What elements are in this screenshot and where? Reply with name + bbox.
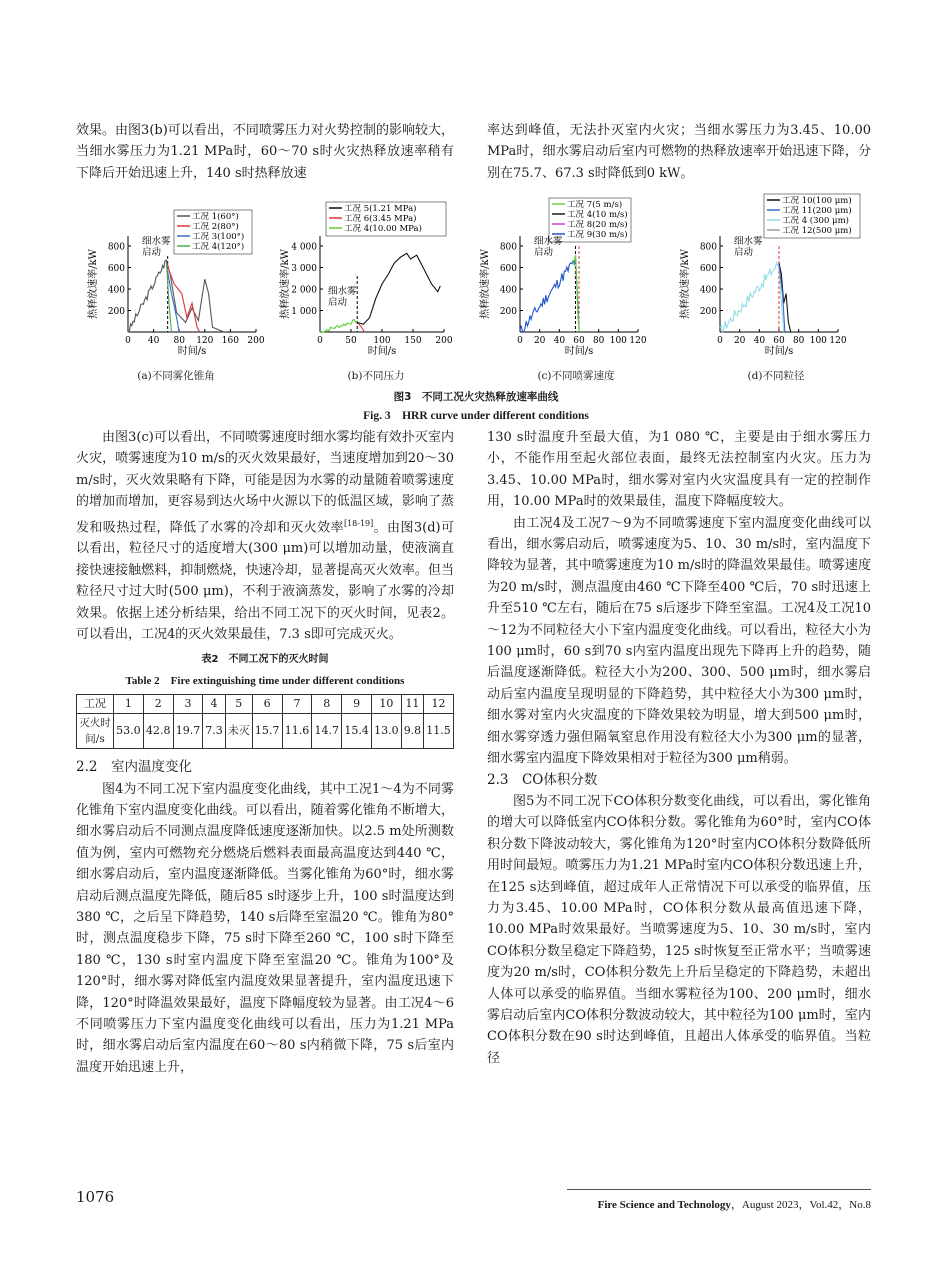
- y-tick-label: 600: [107, 264, 125, 274]
- legend-entry: 工况 6(3.45 MPa): [344, 214, 417, 224]
- panel-caption: (a)不同雾化锥角: [137, 370, 215, 382]
- x-tick-label: 120: [829, 336, 847, 346]
- x-axis-label: 时间/s: [367, 346, 397, 357]
- top-right-text: 率达到峰值，无法扑灭室内火灾；当细水雾压力为3.45、10.00 MPa时，细水雾启动后室内可燃物的热释放速率开始迅速下降，分别在75.7、67.3 s时降低到0 kW。: [487, 123, 871, 181]
- table-header-label: 工况: [77, 695, 114, 714]
- table-header-cell: 6: [252, 695, 282, 714]
- x-tick-label: 100: [373, 336, 391, 346]
- y-tick-label: 800: [699, 242, 717, 253]
- table-header-cell: 9: [342, 695, 372, 714]
- legend-entry: 工况 8(20 m/s): [567, 220, 628, 230]
- top-left-paragraph: [76, 120, 454, 184]
- section-heading-2-3: 2.3 CO体积分数: [487, 771, 598, 788]
- y-tick-label: 400: [107, 285, 125, 296]
- x-tick-label: 60: [773, 336, 785, 346]
- chart-b: [276, 196, 476, 386]
- citation: [18-19]: [343, 518, 374, 528]
- table-header-cell: 4: [203, 695, 225, 714]
- x-tick-label: 200: [247, 336, 265, 346]
- y-tick-label: 4 000: [291, 242, 317, 253]
- footer-rule: [567, 1189, 871, 1190]
- x-tick-label: 80: [792, 336, 805, 346]
- series-line: [357, 253, 440, 324]
- x-axis-label: 时间/s: [177, 346, 207, 357]
- table-cell: 11.5: [424, 714, 454, 749]
- x-axis-label: 时间/s: [764, 346, 794, 357]
- series-line: [520, 256, 579, 332]
- legend-entry: 工况 11(200 μm): [782, 206, 852, 216]
- table-2: [76, 694, 454, 749]
- table-cell: 14.7: [312, 714, 342, 749]
- y-axis-label: 热释放速率/kW: [480, 249, 491, 319]
- annotation-text: 细水雾: [534, 236, 563, 247]
- legend-entry: 工况 10(100 μm): [782, 196, 852, 206]
- table-header-cell: 8: [312, 695, 342, 714]
- y-tick-label: 400: [499, 285, 517, 296]
- chart-svg: [676, 196, 876, 368]
- legend-entry: 工况 7(5 m/s): [567, 200, 623, 210]
- legend-entry: 工况 3(100°): [192, 232, 245, 242]
- table-header-cell: 7: [282, 695, 312, 714]
- top-left-text: 效果。由图3(b)可以看出，不同喷雾压力对火势控制的影响较大，当细水雾压力为1.21 MPa时，60～70 s时火灾热释放速率稍有下降后开始迅速上升，140 s时热释放速: [76, 123, 454, 181]
- table-header-cell: 5: [225, 695, 252, 714]
- annotation-text: 启动: [534, 247, 554, 258]
- table-cell: 11.6: [282, 714, 312, 749]
- chart-svg: [276, 196, 476, 368]
- right-column: [487, 427, 871, 1069]
- table-header-cell: 12: [424, 695, 454, 714]
- y-axis-label: 热释放速率/kW: [88, 249, 99, 319]
- annotation-text: 启动: [142, 247, 162, 258]
- y-tick-label: 200: [499, 307, 517, 317]
- para-text: 。由图3(d)可以看出，粒径尺寸的适度增大(300 μm)可以增加动量，使液滴直接快速接触燃料，抑制燃烧，快速冷却，显著提高灭火效率。但当粒径尺寸过大时(500 μm)，不利于液滴蒸发，影响了水雾的冷却效果。依据上述分析结果，给出不同工况下的灭火时间，见表2。可以看出，工况4的灭火效果最佳，7.3 s即可完成灭火。: [76, 519, 454, 642]
- para-text: 由图3(c)可以看出，不同喷雾速度时细水雾均能有效扑灭室内火灾，喷雾速度为10 m/s的灭火效果最好，当速度增加到20～30 m/s时，灭火效果略有下降，可能是因为水雾的动量随着喷雾速度的增加而增加，更容易到达火场中火源以下的低温区域，影响了蒸发和吸热过程，降低了水雾的冷却和灭火效率: [76, 430, 454, 535]
- x-tick-label: 80: [173, 336, 185, 346]
- x-tick-label: 160: [221, 336, 239, 346]
- table-cell: 7.3: [203, 714, 225, 749]
- y-tick-label: 200: [699, 307, 717, 317]
- x-axis-label: 时间/s: [564, 346, 594, 357]
- x-tick-label: 0: [517, 336, 523, 346]
- legend-entry: 工况 4(120°): [192, 242, 245, 252]
- table-header-cell: 1: [114, 695, 144, 714]
- journal-name: Fire Science and Technology: [597, 1199, 731, 1211]
- legend-entry: 工况 4(10.00 MPa): [344, 224, 422, 234]
- table-row: [77, 714, 454, 749]
- table-cell: 53.0: [114, 714, 144, 749]
- x-tick-label: 40: [147, 336, 160, 346]
- x-tick-label: 100: [809, 336, 827, 346]
- x-tick-label: 60: [573, 336, 585, 346]
- table-cell: 15.7: [252, 714, 282, 749]
- legend-entry: 工况 1(60°): [192, 212, 239, 222]
- legend-entry: 工况 5(1.21 MPa): [344, 204, 417, 214]
- section-heading-2-2: 2.2 室内温度变化: [76, 759, 192, 776]
- annotation-text: 启动: [328, 297, 348, 308]
- left-column: [76, 427, 454, 1078]
- panel-caption: (b)不同压力: [347, 370, 405, 382]
- legend-entry: 工况 12(500 μm): [782, 226, 852, 236]
- x-tick-label: 120: [196, 336, 214, 346]
- table-caption-cn: 表2 不同工况下的灭火时间: [201, 654, 329, 666]
- figure-caption-en: Fig. 3 HRR curve under different conditions: [363, 410, 589, 422]
- series-group: [720, 246, 791, 332]
- annotation-text: 细水雾: [328, 286, 357, 297]
- x-tick-label: 50: [345, 336, 357, 346]
- x-tick-label: 20: [733, 336, 746, 346]
- x-tick-label: 200: [435, 336, 453, 346]
- panel-caption: (c)不同喷雾速度: [537, 370, 615, 382]
- series-group: [128, 256, 224, 332]
- table-header-cell: 2: [143, 695, 173, 714]
- chart-a: [76, 196, 276, 386]
- y-axis-label: 热释放速率/kW: [280, 249, 291, 319]
- table-cell: 15.4: [342, 714, 372, 749]
- x-tick-label: 120: [629, 336, 647, 346]
- annotation-text: 细水雾: [142, 236, 171, 247]
- paragraph: 由工况4及工况7～9为不同喷雾速度下室内温度变化曲线可以看出，细水雾启动后，喷雾速度为5、10、30 m/s时，室内温度下降较为显著，其中喷雾速度为10 m/s时的降温效果最佳。喷雾速度为20 m/s时，测点温度由460 ℃下降至400 ℃后，70 s时迅速上升至510 ℃左右，随后在75 s后逐步下降至室温。工况4及工况10～12为不同粒径大小下室内温度变化曲线。可以看出，粒径大小为100 μm时，60 s到70 s内室内温度出现先下降再上升的趋势，随后温度逐渐降低。粒径大小为200、300、500 μm时，细水雾启动后室内温度呈现明显的下降趋势，其中粒径大小为300 μm时，细水雾对室内火灾温度的下降效果较为明显，增大到500 μm时，细水雾穿透力强但隔氧窒息作用没有粒径大小为300 μm的显著，细水雾室内温度下降效果相对于粒径为300 μm稍弱。: [487, 515, 871, 767]
- series-line: [320, 320, 357, 332]
- legend-entry: 工况 9(30 m/s): [567, 230, 628, 240]
- chart-d: [676, 196, 876, 386]
- annotation-text: 启动: [734, 247, 754, 258]
- table-cell: 42.8: [143, 714, 173, 749]
- table-row-label: 灭火时间/s: [77, 714, 114, 749]
- y-tick-label: 600: [699, 264, 717, 274]
- y-tick-label: 800: [107, 242, 125, 253]
- legend-entry: 工况 2(80°): [192, 222, 239, 232]
- y-tick-label: 1 000: [291, 307, 317, 317]
- paragraph: [76, 427, 454, 645]
- chart-c: [476, 196, 676, 386]
- table-cell: 未灭: [225, 714, 252, 749]
- x-tick-label: 100: [609, 336, 627, 346]
- y-tick-label: 2 000: [291, 285, 317, 296]
- annotation-text: 细水雾: [734, 236, 763, 247]
- page-number: 1076: [76, 1188, 115, 1206]
- chart-svg: [76, 196, 276, 368]
- series-line: [720, 263, 784, 332]
- x-tick-label: 20: [533, 336, 546, 346]
- y-tick-label: 600: [499, 264, 517, 274]
- figure-caption-cn: 图3 不同工况火灾热释放速率曲线: [393, 391, 559, 403]
- paragraph: 图5为不同工况下CO体积分数变化曲线，可以看出，雾化锥角的增大可以降低室内CO体积分数。雾化锥角为60°时，室内CO体积分数下降波动较大，雾化锥角为120°时室内CO体积分数降低所用时间最短。喷雾压力为1.21 MPa时室内CO体积分数迅速上升，在125 s达到峰值，超过成年人正常情况下可以承受的临界值，压力为3.45、10.00 MPa时，CO体积分数从最高值迅速下降，10.00 MPa时效果最好。当喷雾速度为5、10、30 m/s时，室内CO体积分数呈稳定下降趋势，125 s时恢复至正常水平；当喷雾速度为20 m/s时，CO体积分数先上升后呈稳定的下降趋势，未超出人体可以承受的临界值。当细水雾粒径为100、200 μm时，细水雾启动后室内CO体积分数波动较大，其中粒径为100 μm时，室内CO体积分数在90 s时达到峰值，且超出人体承受的临界值。当粒径: [487, 793, 871, 1066]
- y-axis-label: 热释放速率/kW: [680, 249, 691, 319]
- chart-svg: [476, 196, 676, 368]
- paragraph: 图4为不同工况下室内温度变化曲线，其中工况1～4为不同雾化锥角下室内温度变化曲线。可以看出，随着雾化锥角不断增大，细水雾启动后不同测点温度降低速度逐渐加快。以2.5 m处所测数值为例，室内可燃物充分燃烧后燃料表面最高温度达到440 ℃，细水雾启动后，室内温度逐渐降低。当雾化锥角为60°时，细水雾启动后测点温度先降低，随后85 s时逐步上升，100 s时温度达到380 ℃，之后呈下降趋势，140 s后降至室温20 ℃。锥角为80°时，测点温度稳步下降，75 s时下降至260 ℃，100 s时下降至180 ℃，130 s时室内温度下降至室温20 ℃。锥角为100°及120°时，细水雾对降低室内温度效果显著提升，室内温度迅速下降，120°时降温效果最好，温度下降幅度较为显著。由工况4～6不同喷雾压力下室内温度变化曲线可以看出，压力为1.21 MPa时，细水雾启动后室内温度在60～80 s内稍微下降，75 s后室内温度开始迅速上升，: [76, 781, 454, 1075]
- panel-caption: (d)不同粒径: [747, 370, 805, 382]
- table-cell: 19.7: [173, 714, 203, 749]
- x-tick-label: 150: [404, 336, 422, 346]
- table-header-row: [77, 695, 454, 714]
- legend-entry: 工况 4 (300 μm): [782, 216, 849, 226]
- x-tick-label: 80: [592, 336, 605, 346]
- table-cell: 9.8: [401, 714, 423, 749]
- x-tick-label: 0: [125, 336, 131, 346]
- table-header-cell: 3: [173, 695, 203, 714]
- journal-issue: ，August 2023，Vol.42，No.8: [730, 1199, 871, 1211]
- table-caption-en: Table 2 Fire extinguishing time under different conditions: [125, 674, 405, 687]
- legend-entry: 工况 4(10 m/s): [567, 210, 628, 220]
- y-tick-label: 800: [499, 242, 517, 253]
- figure-3: [76, 196, 876, 386]
- series-group: [520, 246, 579, 332]
- x-tick-label: 40: [553, 336, 566, 346]
- paragraph: 130 s时温度升至最大值，为1 080 ℃，主要是由于细水雾压力小，不能作用至起火部位表面，最终无法控制室内火灾。压力为3.45、10.00 MPa时，细水雾对室内火灾温度具有一定的控制作用，10.00 MPa时的效果最佳，温度下降幅度较大。: [487, 430, 871, 510]
- series-line: [573, 255, 579, 332]
- y-tick-label: 200: [107, 307, 125, 317]
- top-right-paragraph: [487, 120, 871, 184]
- table-header-cell: 10: [372, 695, 402, 714]
- series-line: [166, 263, 199, 332]
- x-tick-label: 0: [317, 336, 323, 346]
- y-tick-label: 3 000: [291, 264, 317, 274]
- journal-footer: [570, 1196, 871, 1212]
- table-header-cell: 11: [401, 695, 423, 714]
- x-tick-label: 0: [717, 336, 723, 346]
- y-tick-label: 400: [699, 285, 717, 296]
- series-line: [128, 260, 224, 332]
- x-tick-label: 40: [753, 336, 766, 346]
- table-cell: 13.0: [372, 714, 402, 749]
